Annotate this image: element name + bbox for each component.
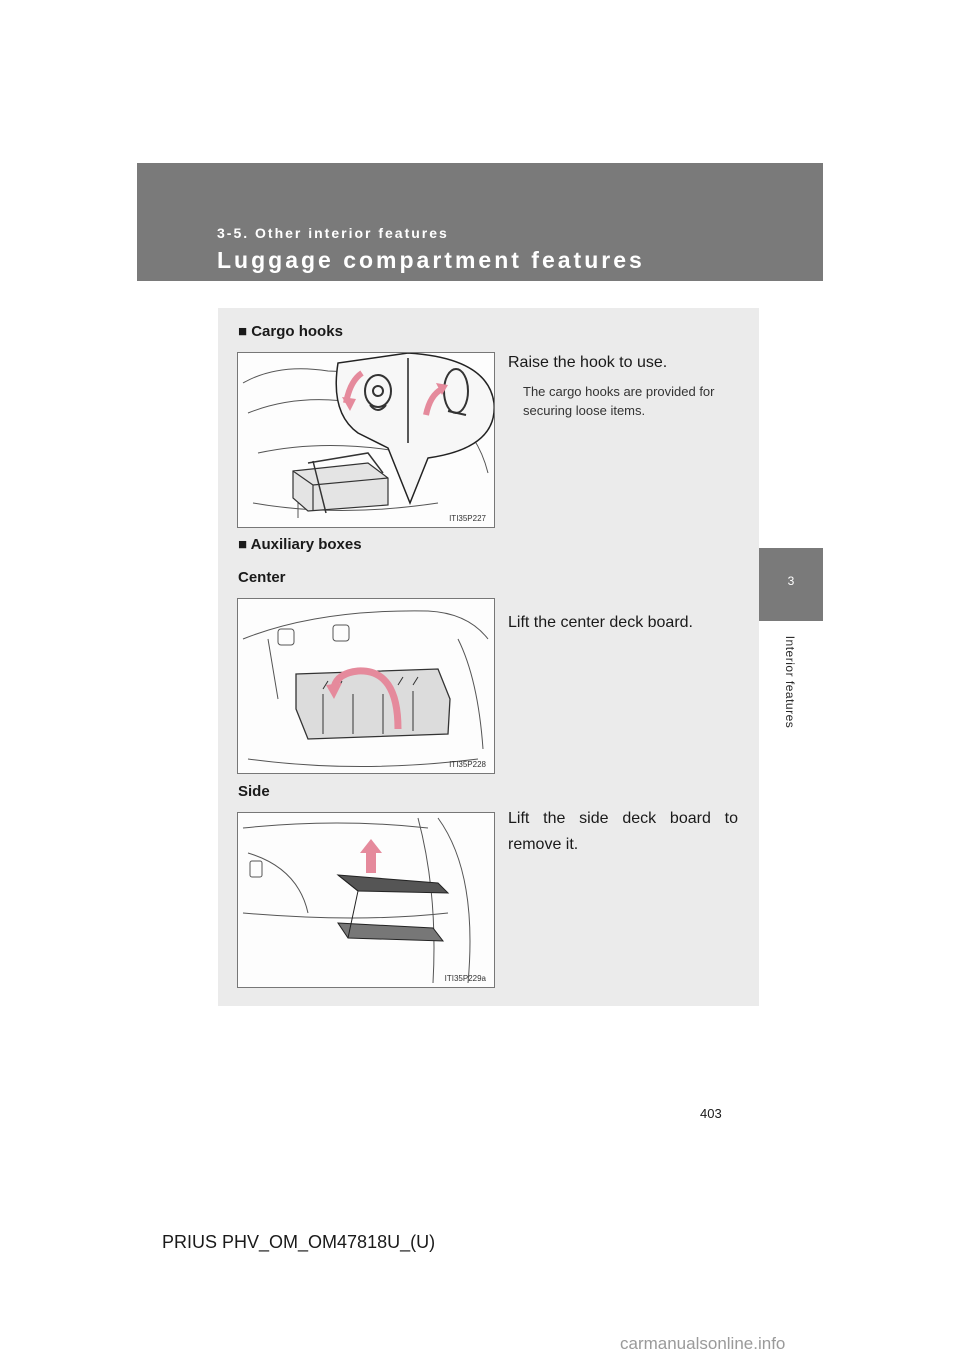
cargo-hooks-drawing <box>238 353 494 527</box>
chapter-tab <box>759 548 823 621</box>
page-number: 403 <box>700 1106 722 1121</box>
side-deck-illustration <box>237 812 495 988</box>
auxiliary-boxes-heading: ■ Auxiliary boxes <box>238 536 362 553</box>
center-label: Center <box>238 569 286 586</box>
document-id: PRIUS PHV_OM_OM47818U_(U) <box>162 1232 436 1252</box>
chapter-side-label: Interior features <box>783 635 797 729</box>
center-instruction: Lift the center deck board. <box>508 614 693 631</box>
center-deck-drawing <box>238 599 494 773</box>
cargo-hooks-instruction: Raise the hook to use. <box>508 354 668 371</box>
side-instruction: Lift the side deck board to remove it. <box>508 810 738 853</box>
section-label: 3-5. Other interior features <box>217 225 449 241</box>
side-deck-drawing <box>238 813 494 987</box>
cargo-hooks-heading: ■ Cargo hooks <box>238 323 343 340</box>
chapter-number: 3 <box>787 574 795 588</box>
page-title: Luggage compartment features <box>217 247 645 273</box>
content-panel <box>218 308 759 1006</box>
side-label: Side <box>238 783 270 800</box>
watermark: carmanualsonline.info <box>620 1334 786 1353</box>
figure-code: ITI35P229a <box>444 974 486 983</box>
cargo-hooks-note: The cargo hooks are provided for securing loose items. <box>523 384 715 418</box>
cargo-hooks-illustration <box>237 352 495 528</box>
chapter-header <box>137 163 823 281</box>
center-deck-illustration <box>237 598 495 774</box>
figure-code: ITI35P228 <box>449 760 486 769</box>
figure-code: ITI35P227 <box>449 514 486 523</box>
